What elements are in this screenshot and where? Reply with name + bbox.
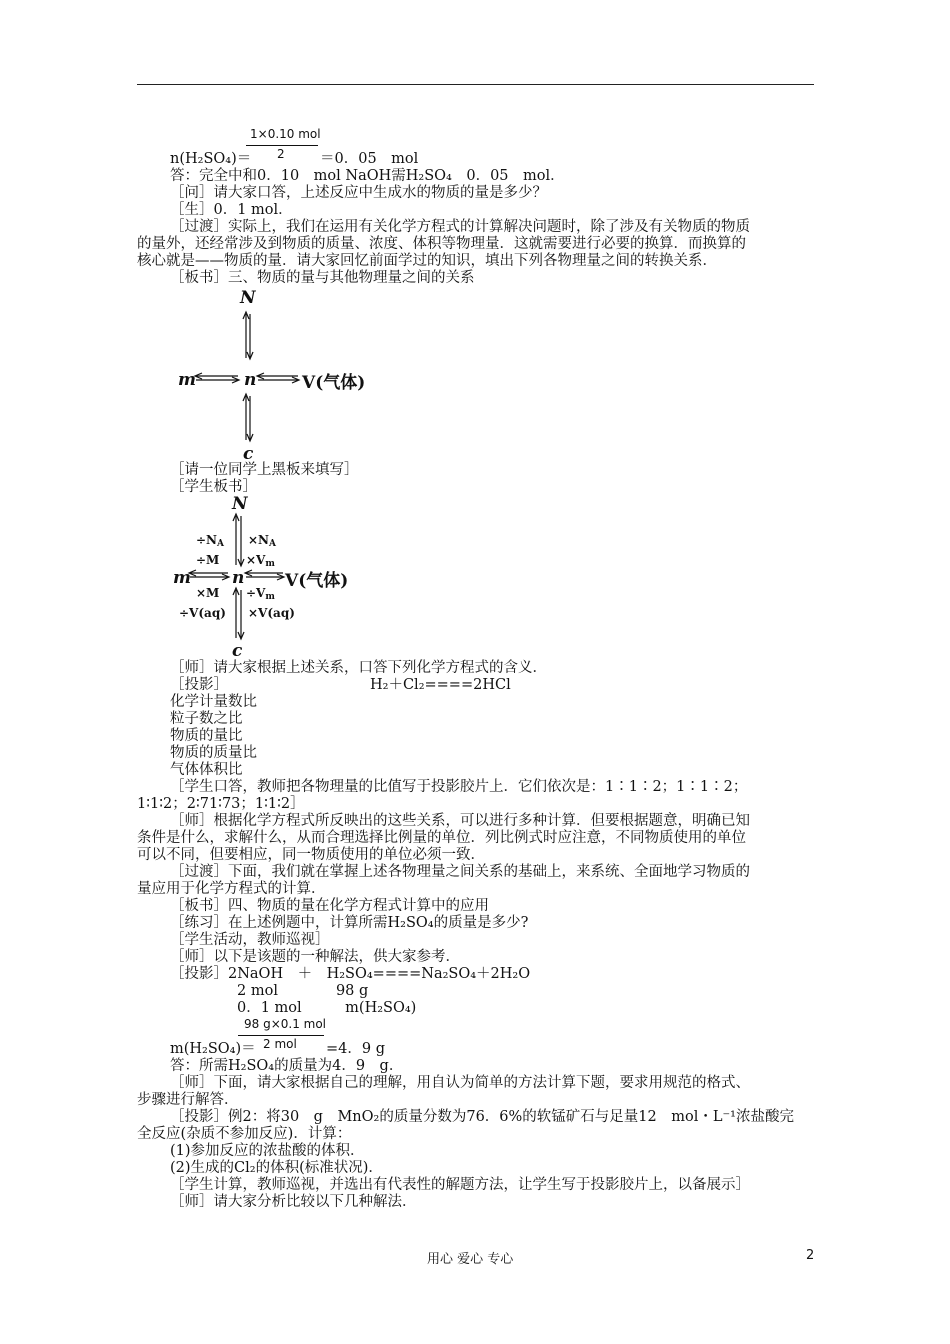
calc-lhs: n(H₂SO₄)＝ [170,151,252,167]
text-line: 量应用于化学方程式的计算． [137,881,326,897]
text-line: (1)参加反应的浓盐酸的体积． [170,1143,365,1159]
text-line: ［过渡］实际上，我们在运用有关化学方程式的计算解决问题时，除了涉及有关物质的物质 [170,219,750,235]
text-line: 答：完全中和0．10 mol NaOH需H₂SO₄ 0．05 mol． [170,168,565,184]
calc-rhs: ＝0．05 mol [320,151,419,167]
text-line: ［请一位同学上黑板来填写］ [170,462,359,478]
text-line: 物质的质量比 [170,745,257,761]
text-line: (2)生成的Cl₂的体积(标准状况)． [170,1160,383,1176]
text-line: ［师］请大家分析比较以下几种解法． [170,1194,417,1210]
text-line: ［板书］四、物质的量在化学方程式计算中的应用 [170,898,489,914]
page-number: 2 [806,1248,815,1263]
text-line: ［学生板书］ [170,479,257,495]
text-line: 步骤进行解答． [137,1092,239,1108]
fraction-bar [238,1035,324,1036]
fraction-numerator: 1×0.10 mol [250,127,321,141]
text-line: 粒子数之比 [170,711,243,727]
text-line: ［师］以下是该题的一种解法，供大家参考． [170,949,460,965]
diagram-label-v: V(气体) [302,373,366,393]
text-line: 气体体积比 [170,762,243,778]
text-line: ［学生口答，教师把各物理量的比值写于投影胶片上．它们依次是：1∶1∶2；1∶1∶2； [170,779,748,795]
text-line: 答：所需H₂SO₄的质量为4．9 g． [170,1058,404,1074]
text-line: 化学计量数比 [170,694,257,710]
text-line: ［板书］三、物质的量与其他物理量之间的关系 [170,270,475,286]
diagram-label-v: V(气体) [285,571,349,591]
text-line: ［投影］ [170,677,228,693]
fraction-denominator: 2 mol [263,1037,297,1051]
calc-rhs: =4．9 g [326,1041,385,1057]
text-line: ［师］请大家根据上述关系，口答下列化学方程式的含义． [170,660,547,676]
label-mul-vaq: ×V(aq) [248,606,295,620]
text-line: ［师］下面，请大家根据自己的理解，用自认为简单的方法计算下题，要求用规范的格式、 [170,1075,750,1091]
text-line: 核心就是——物质的量．请大家回忆前面学过的知识，填出下列各物理量之间的转换关系． [137,253,717,269]
label-div-na: $\div N_A$ [196,533,225,549]
text-line: ［练习］在上述例题中，计算所需H₂SO₄的质量是多少? [170,915,529,931]
label-div-vaq: ÷V(aq) [179,606,226,620]
text-line: 可以不同，但要相应，同一物质使用的单位必须一致． [137,847,485,863]
label-div-vm: $\div V_m$ [246,586,275,602]
text-line: 0．1 mol m(H₂SO₄) [237,1000,417,1016]
diagram-label-n: n [244,370,257,390]
diagram-label-N: N [240,288,256,308]
text-line: ［学生活动，教师巡视］ [170,932,330,948]
text-line: 的量外，还经常涉及到物质的质量、浓度、体积等物理量．这就需要进行必要的换算．而换算的 [137,236,746,252]
label-mul-vm: $\times V_m$ [246,553,275,569]
equation: H₂＋Cl₂====2HCl [370,677,511,693]
diagram-label-c: c [243,444,254,464]
calc-lhs: m(H₂SO₄)＝ [170,1041,256,1057]
label-div-m: ÷M [196,553,220,567]
text-line: ［过渡］下面，我们就在掌握上述各物理量之间关系的基础上，来系统、全面地学习物质的 [170,864,750,880]
text-line: ［生］0．1 mol． [170,202,293,218]
diagram-label-m: m [178,370,196,390]
footer-text: 用心 爱心 专心 [427,1252,514,1267]
text-line: ［投影］例2：将30 g MnO₂的质量分数为76．6%的软锰矿石与足量12 mol・L⁻¹浓盐酸完 [170,1109,794,1125]
text-line: ［学生计算，教师巡视，并选出有代表性的解题方法，让学生写于投影胶片上，以备展示］ [170,1177,750,1193]
diagram-label-n: n [232,568,245,588]
diagram-label-m: m [173,568,191,588]
text-line: ［问］请大家口答，上述反应中生成水的物质的量是多少？ [170,185,547,201]
text-line: 2 mol 98 g [237,983,369,999]
text-line: ［师］根据化学方程式所反映出的这些关系，可以进行多种计算．但要根据题意，明确已知 [170,813,750,829]
fraction-numerator: 98 g×0.1 mol [244,1017,327,1031]
fraction-denominator: 2 [277,147,285,161]
text-line: 条件是什么，求解什么，从而合理选择比例量的单位．列比例式时应注意，不同物质使用的单位 [137,830,746,846]
text-line: 物质的量比 [170,728,243,744]
label-mul-m: ×M [196,586,220,600]
text-line: 全反应(杂质不参加反应)．计算： [137,1126,352,1142]
diagram-label-c: c [232,641,243,661]
text-line: 1∶1∶2；2∶71∶73；1∶1∶2］ [137,796,305,812]
label-mul-na: $\times N_A$ [248,533,277,549]
text-line: ［投影］2NaOH ＋ H₂SO₄====Na₂SO₄＋2H₂O [170,966,531,982]
diagram-label-N: N [232,494,248,514]
